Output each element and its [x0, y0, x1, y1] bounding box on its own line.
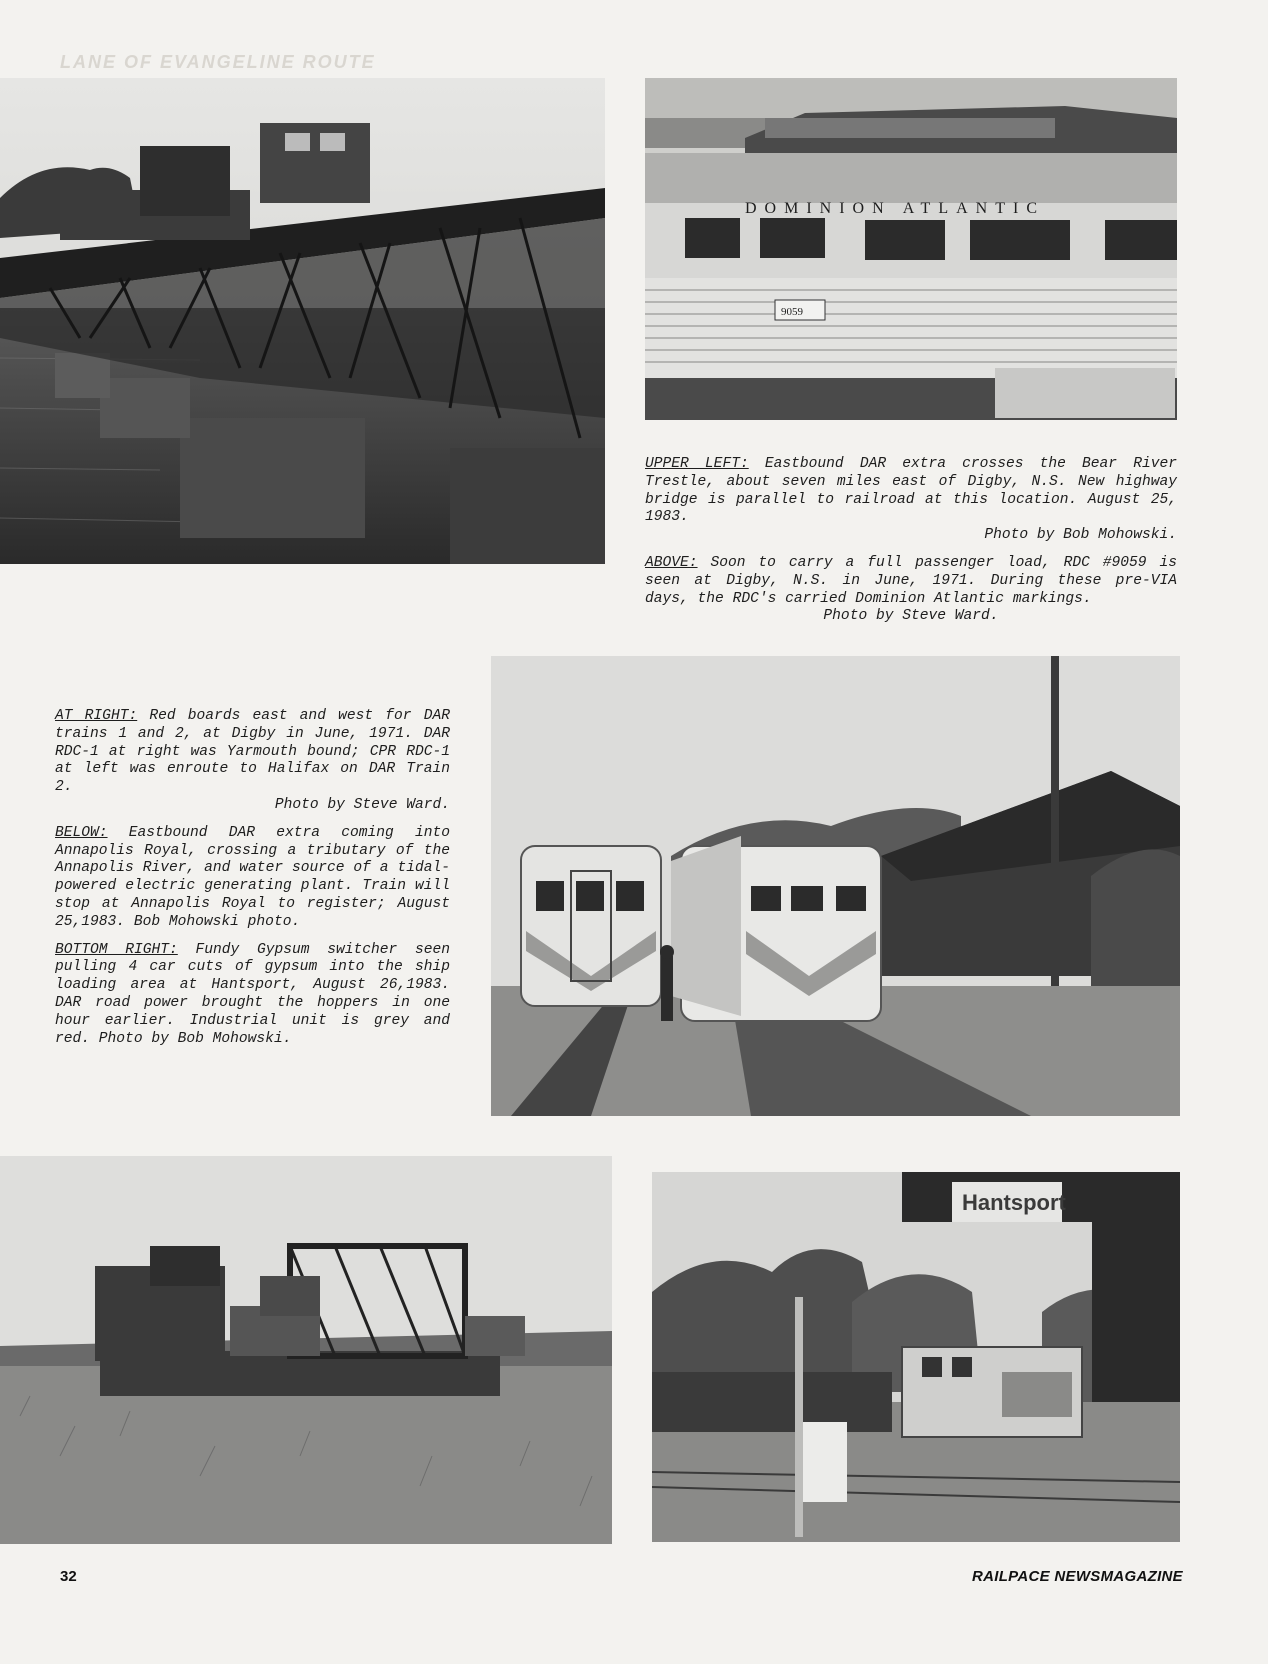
page-number: 32	[60, 1568, 77, 1585]
caption-body: Eastbound DAR extra coming into Annapolis Royal, crossing a tributary of the Annapolis River, and water source of a tidal-powered electric generating plant. Train will stop at Annapolis Royal to register; August 25,1983. Bob Mohowski photo.	[55, 824, 450, 930]
magazine-name: RAILPACE NEWSMAGAZINE	[971, 1568, 1183, 1585]
rdc-9059-photo	[645, 78, 1177, 420]
caption-body: Fundy Gypsum switcher seen pulling 4 car cuts of gypsum into the ship loading area at Hantsport, August 26,1983. DAR road power brought the hoppers in one hour earlier. Industrial unit is grey and red. Photo by Bob Mohowski.	[55, 941, 450, 1047]
caption-upper-block	[645, 456, 1177, 636]
caption-lead: AT RIGHT:	[55, 708, 138, 724]
caption-middle-block	[55, 708, 450, 1058]
faded-running-header: LANE OF EVANGELINE ROUTE	[60, 52, 376, 72]
car-lettering: DOMINION ATLANTIC	[745, 200, 1045, 217]
digby-station-photo	[491, 656, 1180, 1116]
hantsport-switcher-photo	[652, 1172, 1180, 1542]
car-number: 9059	[781, 306, 803, 318]
caption-above	[645, 555, 1177, 626]
station-sign-text: Hantsport	[962, 1190, 1066, 1215]
caption-body: Soon to carry a full passenger load, RDC #9059 is seen at Digby, N.S. in June, 1971. During these pre-VIA days, the RDC's carried Dominion Atlantic markings.	[645, 554, 1177, 607]
caption-at-right	[55, 708, 450, 815]
caption-lead: BELOW:	[55, 824, 108, 841]
caption-lead: ABOVE:	[645, 554, 698, 571]
caption-lead: UPPER LEFT:	[645, 456, 749, 472]
caption-upper-left	[645, 456, 1177, 545]
caption-lead: BOTTOM RIGHT:	[55, 941, 178, 958]
photo-credit: Photo by Bob Mohowski.	[984, 527, 1177, 544]
annapolis-bridge-photo	[0, 1156, 612, 1544]
caption-body: Eastbound DAR extra crosses the Bear River Trestle, about seven miles east of Digby, N.S. New highway bridge is parallel to railroad at this location. August 25, 1983.	[645, 456, 1177, 526]
caption-below	[55, 825, 450, 932]
caption-bottom-right	[55, 942, 450, 1049]
photo-credit: Photo by Steve Ward.	[274, 796, 450, 813]
photo-credit: Photo by Steve Ward.	[823, 608, 999, 625]
caption-body: Red boards east and west for DAR trains 1 and 2, at Digby in June, 1971. DAR RDC-1 at right was Yarmouth bound; CPR RDC-1 at left was enroute to Halifax on DAR Train 2.	[55, 708, 450, 796]
bear-river-trestle-photo	[0, 78, 605, 564]
